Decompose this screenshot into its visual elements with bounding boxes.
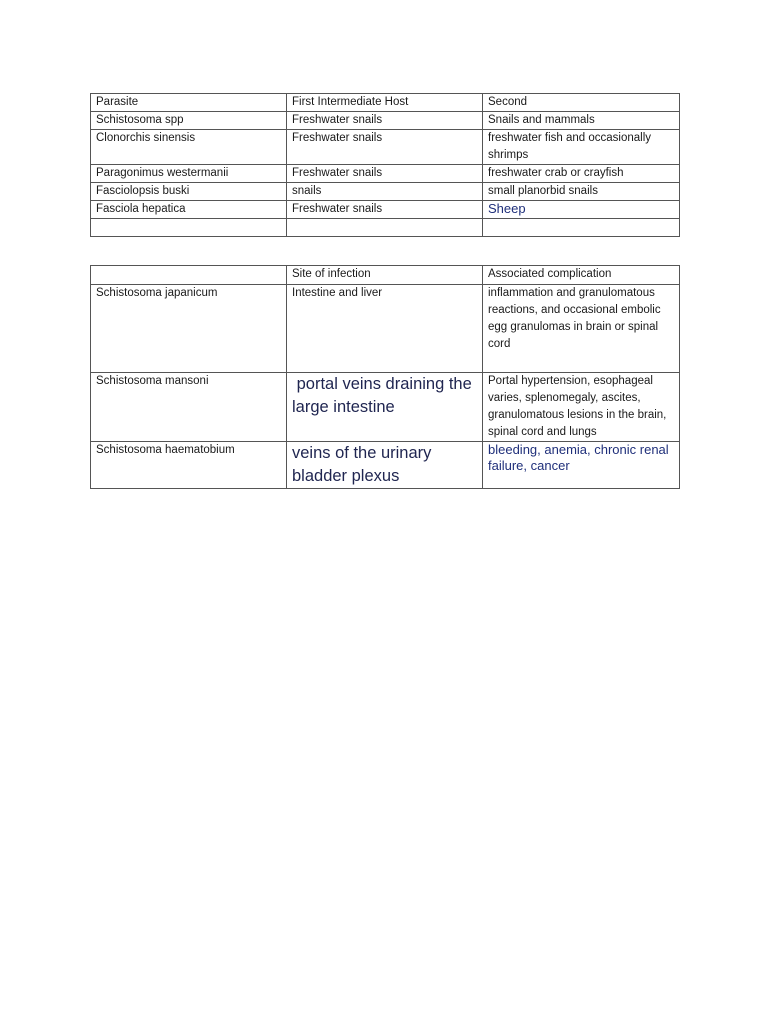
table-cell: Freshwater snails — [287, 201, 483, 219]
table-row-empty — [91, 219, 680, 237]
table-row — [91, 285, 680, 373]
header-cell: Associated complication — [483, 266, 680, 285]
table-cell: Freshwater snails — [287, 165, 483, 183]
table-cell — [287, 219, 483, 237]
table-cell: small planorbid snails — [483, 183, 680, 201]
table-cell: Portal hypertension, esophageal varies, splenomegaly, ascites, granulomatous lesions in the brain, spinal cord and lungs — [483, 373, 680, 442]
table-cell: freshwater fish and occasionally shrimps — [483, 130, 680, 165]
table-cell — [91, 219, 287, 237]
table-cell: bleeding, anemia, chronic renal failure, cancer — [483, 442, 680, 489]
table-cell: Fasciola hepatica — [91, 201, 287, 219]
table-cell: portal veins draining the large intestine — [287, 373, 483, 442]
table-row — [91, 130, 680, 165]
table-cell: Schistosoma mansoni — [91, 373, 287, 442]
table-cell: freshwater crab or crayfish — [483, 165, 680, 183]
table-cell: Schistosoma japanicum — [91, 285, 287, 373]
table-cell: snails — [287, 183, 483, 201]
header-cell: Second — [483, 94, 680, 112]
table-cell: Snails and mammals — [483, 112, 680, 130]
table-row — [91, 442, 680, 489]
table-cell: Clonorchis sinensis — [91, 130, 287, 165]
header-cell — [91, 266, 287, 285]
table-row — [91, 201, 680, 219]
table-cell: Paragonimus westermanii — [91, 165, 287, 183]
table-cell: Fasciolopsis buski — [91, 183, 287, 201]
header-cell: Parasite — [91, 94, 287, 112]
table-row — [91, 373, 680, 442]
table-row — [91, 112, 680, 130]
table-cell: Schistosoma spp — [91, 112, 287, 130]
table-cell: inflammation and granulomatous reactions, and occasional embolic egg granulomas in brain or spinal cord — [483, 285, 680, 373]
table-cell: Sheep — [483, 201, 680, 219]
header-cell: Site of infection — [287, 266, 483, 285]
table-cell: Schistosoma haematobium — [91, 442, 287, 489]
table-row — [91, 183, 680, 201]
header-cell: First Intermediate Host — [287, 94, 483, 112]
schistosoma-complication-table — [90, 265, 680, 489]
table-header-row — [91, 266, 680, 285]
table-cell: Freshwater snails — [287, 112, 483, 130]
table-row — [91, 165, 680, 183]
table-cell: veins of the urinary bladder plexus — [287, 442, 483, 489]
intermediate-host-table — [90, 93, 680, 237]
table-cell: Freshwater snails — [287, 130, 483, 165]
table-cell: Intestine and liver — [287, 285, 483, 373]
table-cell — [483, 219, 680, 237]
table-header-row — [91, 94, 680, 112]
